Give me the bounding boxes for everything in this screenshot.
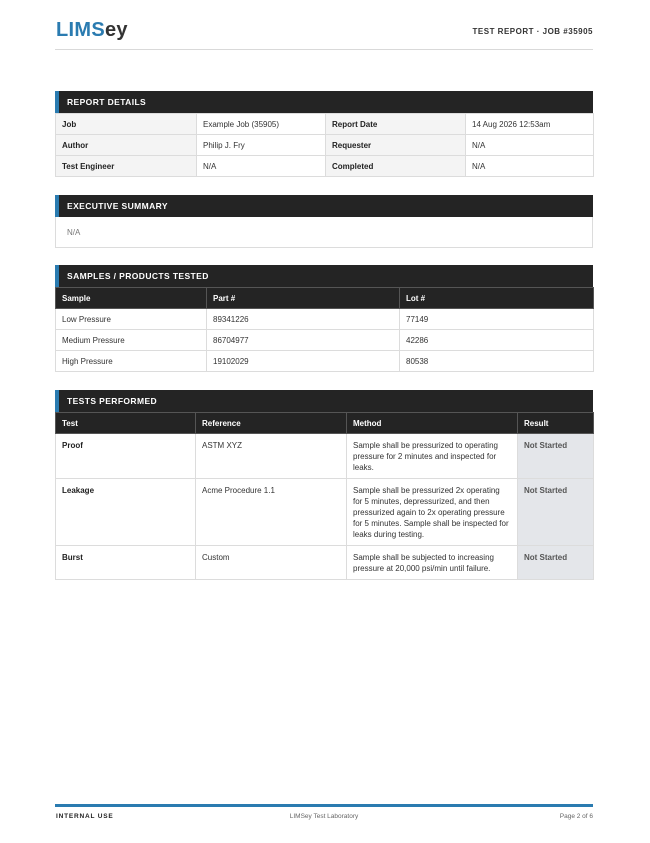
table-row (56, 156, 594, 177)
table-row (56, 135, 594, 156)
lot-cell: 42286 (400, 330, 594, 351)
logo-primary: LIMS (56, 19, 105, 41)
page-footer (55, 804, 593, 824)
company-logo (56, 19, 128, 42)
details-value: N/A (466, 156, 594, 177)
sample-cell: High Pressure (56, 351, 207, 372)
column-header-test: Test (56, 413, 196, 434)
executive-summary-heading: EXECUTIVE SUMMARY (55, 195, 593, 217)
table-row (56, 479, 594, 546)
table-row (56, 309, 594, 330)
column-header-reference: Reference (196, 413, 347, 434)
samples-heading: SAMPLES / PRODUCTS TESTED (55, 265, 593, 287)
reference-cell: Acme Procedure 1.1 (196, 479, 347, 546)
details-key: Test Engineer (56, 156, 197, 177)
organization-name: LIMSey Test Laboratory (289, 813, 359, 820)
classification-label: INTERNAL USE (56, 813, 114, 820)
column-header-part: Part # (207, 288, 400, 309)
column-header-lot: Lot # (400, 288, 594, 309)
test-name-cell: Leakage (56, 479, 196, 546)
table-header-row (56, 288, 594, 309)
tests-heading: TESTS PERFORMED (55, 390, 593, 412)
executive-summary-text: N/A (55, 217, 593, 248)
table-row (56, 351, 594, 372)
result-status-cell: Not Started (518, 546, 594, 580)
column-header-result: Result (518, 413, 594, 434)
table-row (56, 546, 594, 580)
report-details-heading: REPORT DETAILS (55, 91, 593, 113)
part-cell: 86704977 (207, 330, 400, 351)
column-header-method: Method (347, 413, 518, 434)
part-cell: 19102029 (207, 351, 400, 372)
reference-cell: Custom (196, 546, 347, 580)
details-value: N/A (197, 156, 326, 177)
lot-cell: 77149 (400, 309, 594, 330)
sample-cell: Medium Pressure (56, 330, 207, 351)
column-header-sample: Sample (56, 288, 207, 309)
details-key: Job (56, 114, 197, 135)
details-key: Requester (326, 135, 466, 156)
tests-table (55, 412, 594, 580)
part-cell: 89341226 (207, 309, 400, 330)
samples-table (55, 287, 594, 372)
page-number: Page 2 of 6 (559, 813, 593, 820)
test-name-cell: Proof (56, 434, 196, 479)
sample-cell: Low Pressure (56, 309, 207, 330)
logo-secondary: ey (104, 19, 128, 41)
method-cell: Sample shall be pressurized 2x operating for 5 minutes, depressurized, and then pressurized again to 2x operating pressure for 5 minutes. Sample shall be inspected for leaks during testing. (347, 479, 518, 546)
details-key: Completed (326, 156, 466, 177)
test-name-cell: Burst (56, 546, 196, 580)
details-value: 14 Aug 2026 12:53am (466, 114, 594, 135)
details-value: N/A (466, 135, 594, 156)
table-row (56, 434, 594, 479)
reference-cell: ASTM XYZ (196, 434, 347, 479)
page-header (55, 17, 593, 50)
details-value: Philip J. Fry (197, 135, 326, 156)
table-header-row (56, 413, 594, 434)
table-row (56, 330, 594, 351)
lot-cell: 80538 (400, 351, 594, 372)
details-value: Example Job (35905) (197, 114, 326, 135)
result-status-cell: Not Started (518, 479, 594, 546)
details-key: Author (56, 135, 197, 156)
report-details-table (55, 113, 594, 177)
document-title: TEST REPORT · JOB #35905 (472, 27, 593, 36)
method-cell: Sample shall be subjected to increasing pressure at 20,000 psi/min until failure. (347, 546, 518, 580)
method-cell: Sample shall be pressurized to operating pressure for 2 minutes and inspected for leaks. (347, 434, 518, 479)
table-row (56, 114, 594, 135)
details-key: Report Date (326, 114, 466, 135)
result-status-cell: Not Started (518, 434, 594, 479)
